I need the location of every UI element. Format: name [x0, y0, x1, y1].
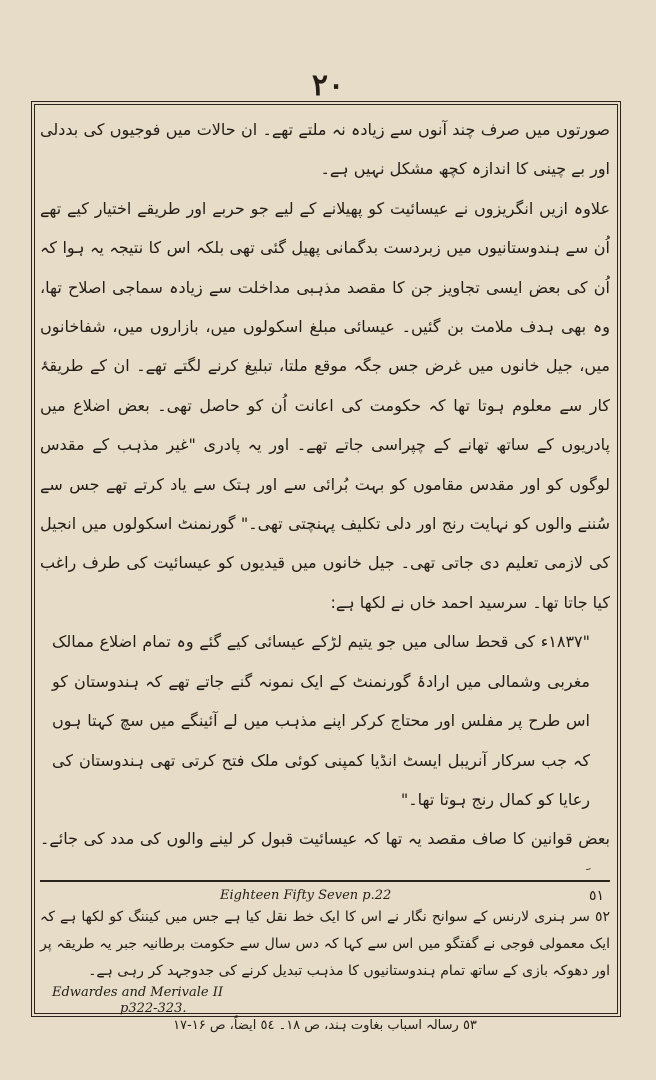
footnote-2: ٥٢ سر ہنری لارنس کے سوانح نگار نے اس کا ایک خط نقل کیا ہے جس میں کیننگ کو لکھا ہے کہ ایک معمولی فوجی نے گفتگو میں اس سے کہا کہ دس سال سے حکومت برطانیہ جبر یہ طریقہ پر اور دھوکہ بازی کے ساتھ تمام ہندوستانیوں کا مذہب تبدیل کرنے کی جدوجہد کر رہی ہے۔: [40, 909, 610, 979]
paragraph-3: بعض قوانین کا صاف مقصد یہ تھا کہ عیسائیت قبول کر لینے والوں کی مدد کی جائے۔: [40, 829, 610, 849]
page-number: ۲۰: [311, 68, 345, 103]
footnote-2-pages: p322-323.: [120, 1001, 187, 1016]
footnote-1-marker: ٥١: [588, 888, 604, 904]
footnote-2-latin: Edwardes and Merivale II: [52, 985, 224, 1000]
footnotes: [40, 880, 610, 1017]
paragraph-1: صورتوں میں صرف چند آنوں سے زیادہ نہ ملتے تھے۔ ان حالات میں فوجیوں کی بددلی اور بے چینی کا اندازہ کچھ مشکل نہیں ہے۔: [40, 120, 610, 179]
main-text: [40, 110, 610, 870]
footnote-1: [40, 888, 610, 904]
footnote-1-latin: Eighteen Fifty Seven p.22: [220, 888, 392, 903]
quotation: "۱۸۳۷ء کی قحط سالی میں جو یتیم لڑکے عیسائی کیے گئے وہ تمام اضلاع ممالک مغربی وشمالی میں ارادۂ گورنمنٹ کے ایک نمونہ گنے جاتے تھے کہ ہندوستان کو اس طرح پر مفلس اور محتاج کرکر اپنے مذہب میں لے آئینگے میں سچ کہتا ہوں کہ جب سرکار آنریبل ایسٹ انڈیا کمپنی کوئی ملک فتح کرتی تھی ہندوستان کی رعایا کو کمال رنج ہوتا تھا۔": [52, 632, 590, 809]
bottom-reference: ٥٣ رسالہ اسباب بغاوت ہند، ص ۱۸۔ ٥٤ ایضاً، ص ۱۶-۱۷: [173, 1018, 477, 1033]
paragraph-2: علاوہ ازیں انگریزوں نے عیسائیت کو پھیلانے کے لیے جو حربے اور طریقے اختیار کیے تھے اُن سے ہندوستانیوں میں زبردست بدگمانی پھیل گئی تھی بلکہ اس کا نتیجہ یہ ہوا کہ اُن کی بعض ایسی تجاویز جن کا مقصد مذہبی مداخلت سے زیادہ سماجی اصلاح تھا، وہ بھی ہدف ملامت بن گئیں۔ عیسائی مبلغ اسکولوں میں، بازاروں میں، شفاخانوں میں، جیل خانوں میں غرض جس جگہ موقع ملتا، تبلیغ کرنے لگتے تھے۔ ان کے طریقۂ کار سے معلوم ہوتا تھا کہ حکومت کی اعانت اُن کو حاصل تھی۔ بعض اضلاع میں پادریوں کے ساتھ تھانے کے چپراسی جاتے تھے۔ اور یہ پادری "غیر مذہب کے مقدس لوگوں کو اور مقدس مقاموں کو بہت بُرائی سے اور ہتک سے یاد کرتے تھے جس سے سُننے والوں کو نہایت رنج اور دلی تکلیف پہنچتی تھی۔" گورنمنٹ اسکولوں میں انجیل کی لازمی تعلیم دی جاتی تھی۔ جیل خانوں میں قیدیوں کو عیسائیت کی طرف راغب کیا جاتا تھا۔ سرسید احمد خاں نے لکھا ہے:: [40, 198, 610, 612]
